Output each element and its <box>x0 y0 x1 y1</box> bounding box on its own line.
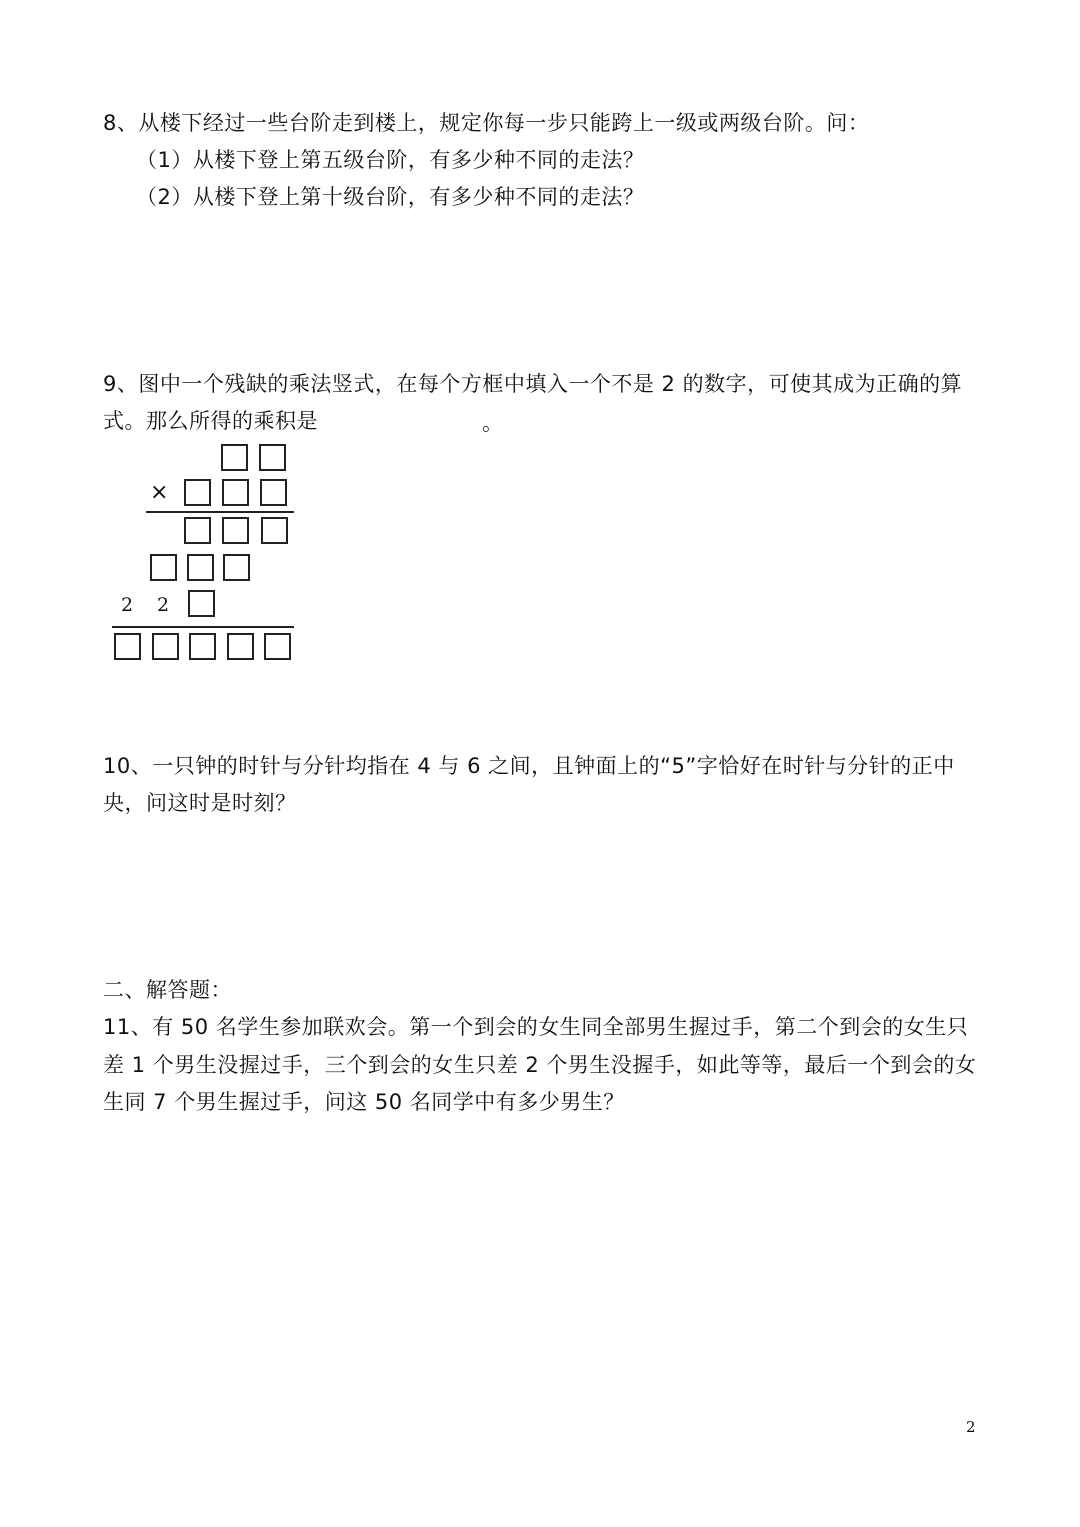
section-heading: 二、解答题： <box>103 978 232 1002</box>
q11-line3: 生同 7 个男生握过手，问这 50 名同学中有多少男生？ <box>103 1090 625 1114</box>
digit-box[interactable] <box>152 633 179 660</box>
q10-line2: 央，问这时是时刻？ <box>103 791 297 815</box>
q9-line2: 式。那么所得的乘积是 <box>103 409 318 433</box>
digit-box[interactable] <box>264 633 291 660</box>
page-number: 2 <box>966 1418 976 1436</box>
digit-box[interactable] <box>221 444 248 471</box>
digit-box[interactable] <box>189 633 216 660</box>
digit-box[interactable] <box>187 554 214 581</box>
digit-box[interactable] <box>260 479 287 506</box>
q8-sub2: （2）从楼下登上第十级台阶，有多少种不同的走法？ <box>136 185 645 209</box>
rule-line-1 <box>146 511 294 513</box>
digit-box[interactable] <box>227 633 254 660</box>
q9-answer-blank-end: 。 <box>482 411 504 435</box>
digit-box[interactable] <box>184 479 211 506</box>
digit-box[interactable] <box>259 444 286 471</box>
q10-line1: 10、一只钟的时针与分针均指在 4 与 6 之间，且钟面上的“5”字恰好在时针与分针的正中 <box>103 754 955 778</box>
digit-box[interactable] <box>222 479 249 506</box>
q11-line1: 11、有 50 名学生参加联欢会。第一个到会的女生同全部男生握过手，第二个到会的女生只 <box>103 1015 969 1039</box>
multiply-sign: × <box>150 480 169 505</box>
q8-title: 8、从楼下经过一些台阶走到楼上，规定你每一步只能跨上一级或两级台阶。问： <box>103 111 870 135</box>
digit-box[interactable] <box>114 633 141 660</box>
digit-box[interactable] <box>188 590 215 617</box>
given-digit: 2 <box>121 594 134 616</box>
digit-box[interactable] <box>223 554 250 581</box>
q11-line2: 差 1 个男生没握过手，三个到会的女生只差 2 个男生没握手，如此等等，最后一个到会的女 <box>103 1053 977 1077</box>
rule-line-2 <box>112 626 294 628</box>
digit-box[interactable] <box>222 517 249 544</box>
q9-line1: 9、图中一个残缺的乘法竖式，在每个方框中填入一个不是 2 的数字，可使其成为正确的算 <box>103 372 963 396</box>
q8-sub1: （1）从楼下登上第五级台阶，有多少种不同的走法？ <box>136 148 645 172</box>
digit-box[interactable] <box>261 517 288 544</box>
digit-box[interactable] <box>184 517 211 544</box>
given-digit: 2 <box>157 594 170 616</box>
digit-box[interactable] <box>150 554 177 581</box>
